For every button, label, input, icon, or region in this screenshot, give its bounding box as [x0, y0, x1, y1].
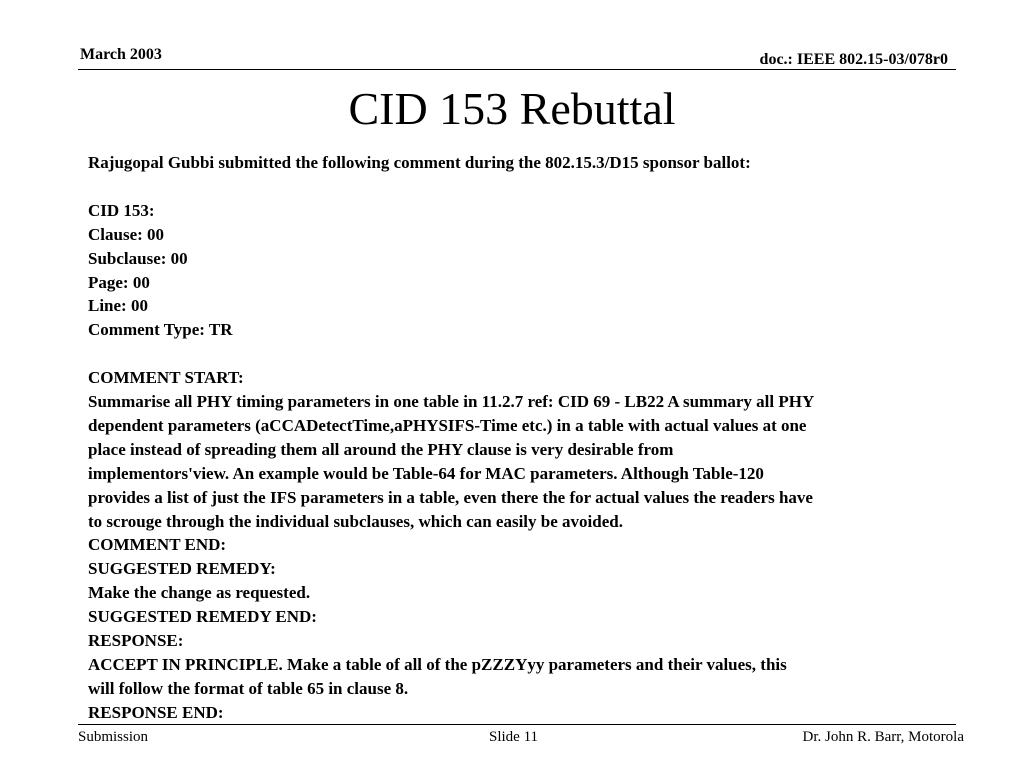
footer-slide-number: Slide 11	[489, 729, 539, 745]
body-line: place instead of spreading them all around the PHY clause is very desirable from	[88, 439, 674, 459]
body-line	[88, 342, 948, 366]
header-doc-id: doc.: IEEE 802.15-03/078r0	[759, 51, 948, 68]
body-line: SUGGESTED REMEDY:	[88, 559, 276, 579]
body-line: ACCEPT IN PRINCIPLE. Make a table of all of the pZZZYyy parameters and their values, this	[88, 655, 787, 674]
footer-divider	[78, 724, 956, 725]
body-line: Summarise all PHY timing parameters in one table in 11.2.7 ref: CID 69 - LB22 A summary all PHY	[88, 392, 815, 412]
slide-title: CID 153 Rebuttal	[348, 83, 676, 134]
body-line: Clause: 00	[88, 224, 165, 244]
footer-author: Dr. John R. Barr, Motorola	[802, 729, 964, 745]
header-divider	[78, 69, 956, 70]
body-line: COMMENT START:	[88, 368, 244, 388]
body-line: COMMENT END:	[88, 535, 227, 555]
body-line: to scrouge through the individual subclauses, which can easily be avoided.	[88, 511, 623, 531]
body-line: provides a list of just the IFS parameters in a table, even there the for actual values the readers have	[88, 487, 813, 507]
body-line: CID 153:	[88, 200, 155, 220]
body-line: Page: 00	[88, 272, 150, 292]
body-line: implementors'view. An example would be Table-64 for MAC parameters. Although Table-120	[88, 463, 764, 483]
body-line: dependent parameters (aCCADetectTime,aPHYSIFS-Time etc.) in a table with actual values at one	[88, 415, 807, 435]
body-line	[88, 175, 948, 199]
body-line: RESPONSE:	[88, 631, 184, 651]
body-line: Make the change as requested.	[88, 583, 311, 603]
body-line: Comment Type: TR	[88, 320, 233, 340]
body-line: will follow the format of table 65 in clause 8.	[88, 678, 409, 698]
body-line: Subclause: 00	[88, 248, 188, 268]
header-date: March 2003	[80, 46, 162, 63]
body-line: RESPONSE END:	[88, 702, 224, 722]
body-line: SUGGESTED REMEDY END:	[88, 607, 317, 627]
body-line: Rajugopal Gubbi submitted the following comment during the 802.15.3/D15 sponsor ballot:	[88, 153, 751, 172]
footer-submission: Submission	[78, 729, 149, 745]
slide-body	[88, 151, 948, 725]
body-line: Line: 00	[88, 296, 148, 316]
